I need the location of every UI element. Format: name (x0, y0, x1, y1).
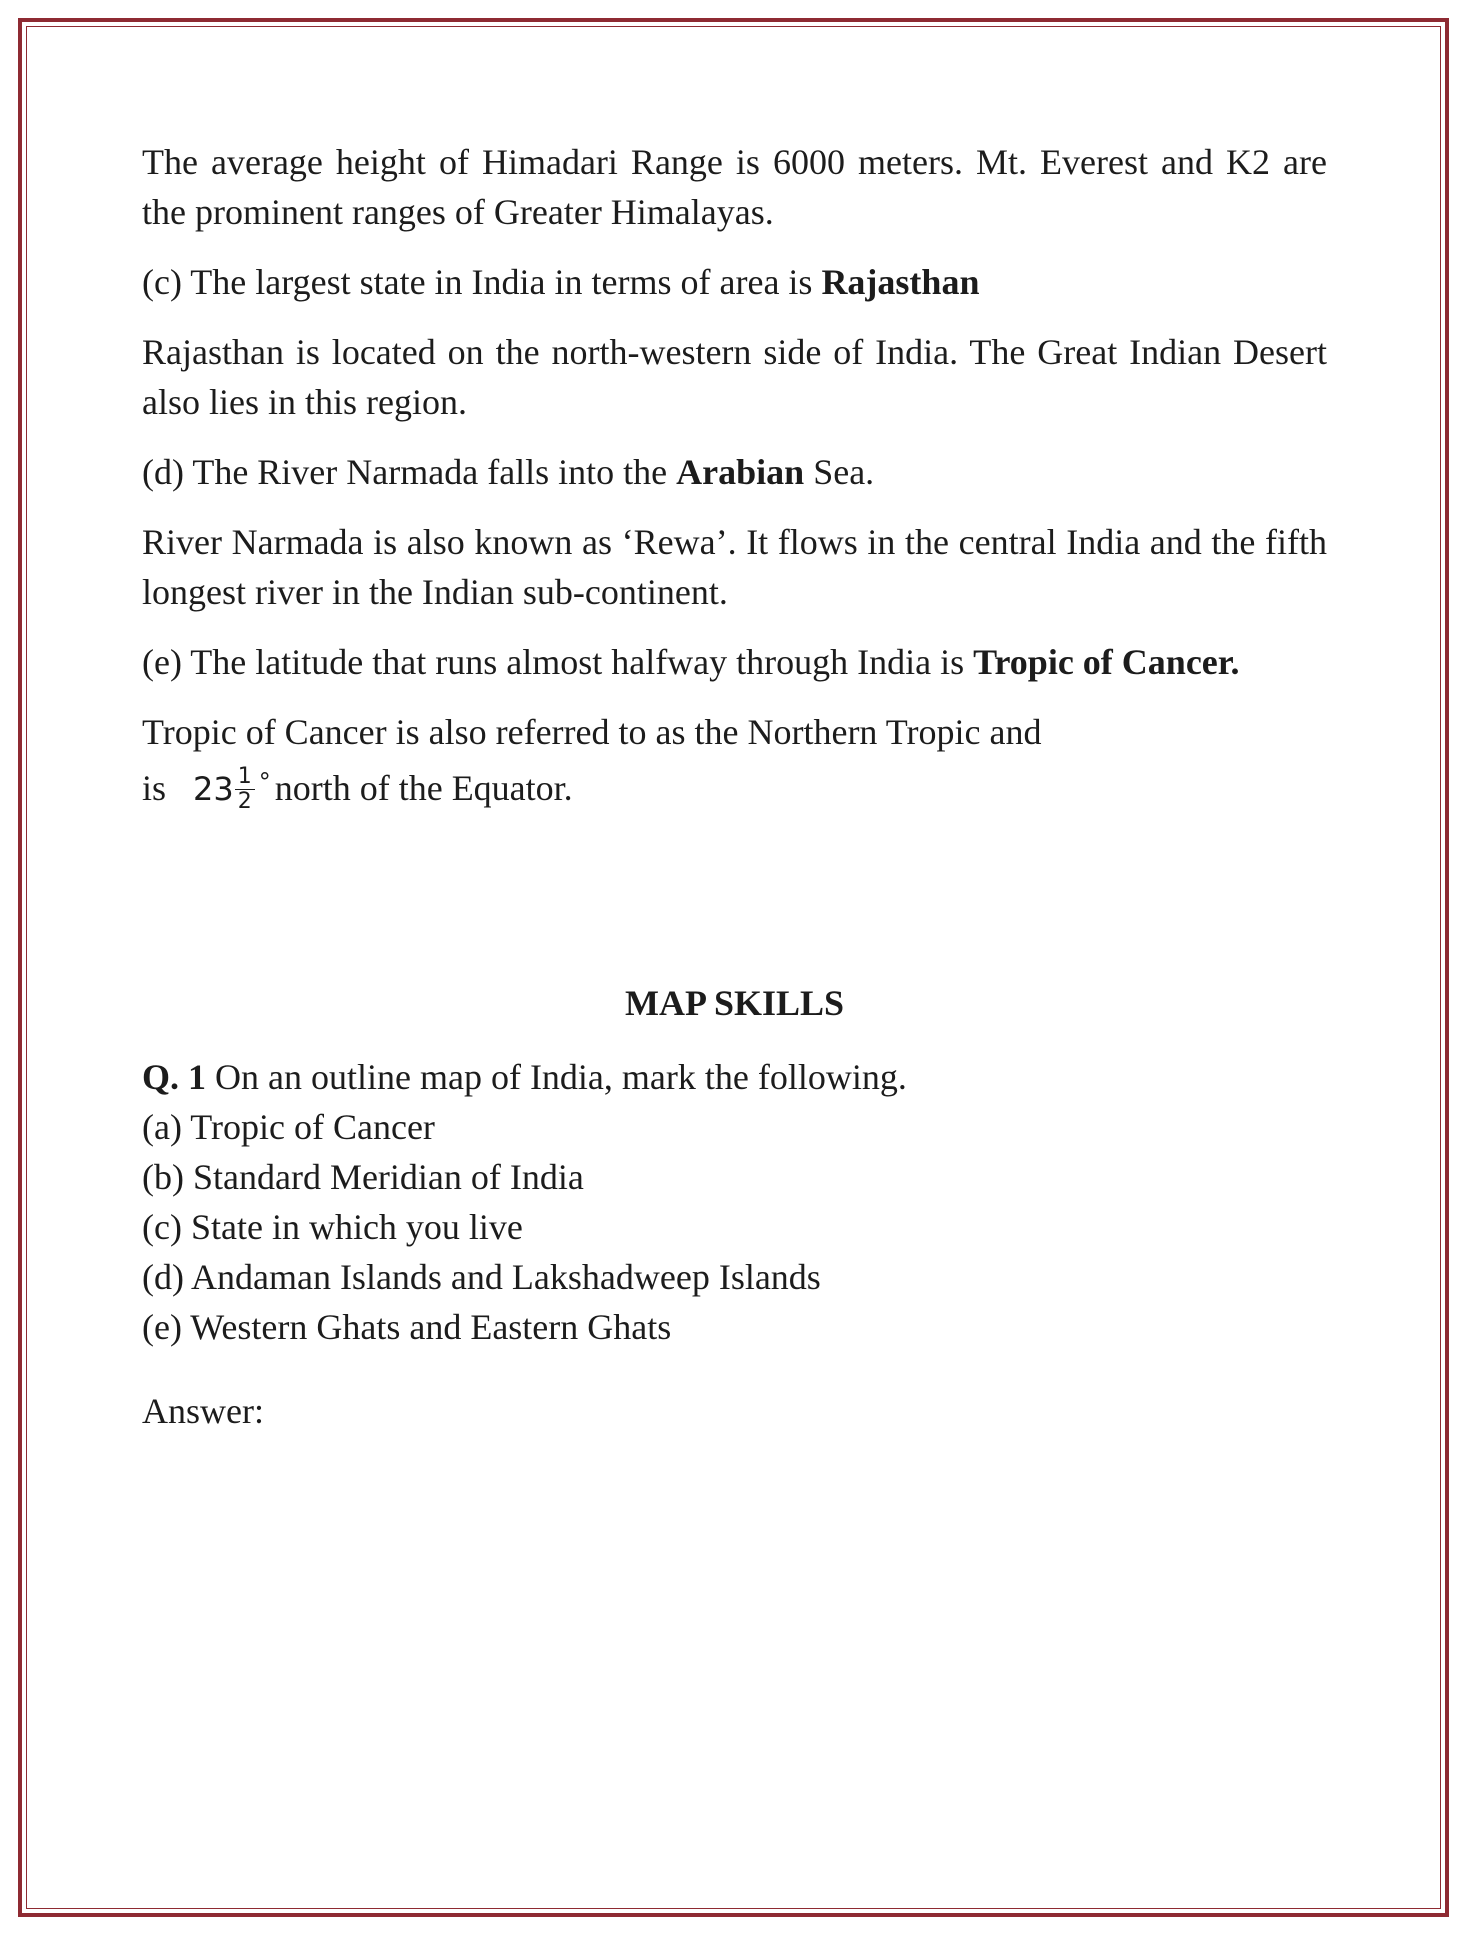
question-e-explanation-is: is (142, 768, 167, 808)
question-c-explanation: Rajasthan is located on the north-western side of India. The Great Indian Desert also lies in this region. (142, 332, 1327, 422)
map-question (142, 1052, 1327, 1352)
latitude-whole-number: 23 (193, 770, 234, 808)
question-c (142, 257, 1327, 307)
question-c-text: (c) The largest state in India in terms of area is (142, 262, 822, 302)
list-item: (d) Andaman Islands and Lakshadweep Islands (142, 1257, 821, 1297)
question-e-text: (e) The latitude that runs almost halfway through India is (142, 642, 974, 682)
question-d-answer: Arabian (676, 452, 805, 492)
section-heading: MAP SKILLS (624, 983, 845, 1023)
answer-content (142, 137, 1327, 816)
fraction-numerator: 1 (235, 765, 255, 790)
latitude-fraction (235, 765, 255, 814)
question-e-answer: Tropic of Cancer. (973, 642, 1240, 682)
list-item: (c) State in which you live (142, 1207, 523, 1247)
list-item: (b) Standard Meridian of India (142, 1157, 584, 1197)
question-d-explanation: River Narmada is also known as ‘Rewa’. It flows in the central India and the fifth longest river in the Indian sub-continent. (142, 522, 1327, 612)
question-c-answer: Rajasthan (821, 262, 980, 302)
question-e-explanation-line1: Tropic of Cancer is also referred to as the Northern Tropic and (142, 712, 1042, 752)
question-e-explanation-end: north of the Equator. (274, 768, 573, 808)
question-number: Q. 1 (142, 1057, 207, 1097)
map-question-prompt (142, 1052, 1327, 1102)
answer-label: Answer: (142, 1391, 264, 1431)
question-d (142, 447, 1327, 497)
question-text: On an outline map of India, mark the following. (206, 1057, 907, 1097)
question-d-text: (d) The River Narmada falls into the (142, 452, 677, 492)
himadari-paragraph: The average height of Himadari Range is 6000 meters. Mt. Everest and K2 are the prominent ranges of Greater Himalayas. (142, 142, 1327, 232)
question-d-text-end: Sea. (804, 452, 875, 492)
degree-symbol: ° (258, 768, 271, 796)
question-e (142, 637, 1327, 687)
list-item: (e) Western Ghats and Eastern Ghats (142, 1307, 672, 1347)
list-item: (a) Tropic of Cancer (142, 1107, 435, 1147)
question-e-explanation (142, 707, 1327, 816)
fraction-denominator: 2 (237, 789, 252, 815)
